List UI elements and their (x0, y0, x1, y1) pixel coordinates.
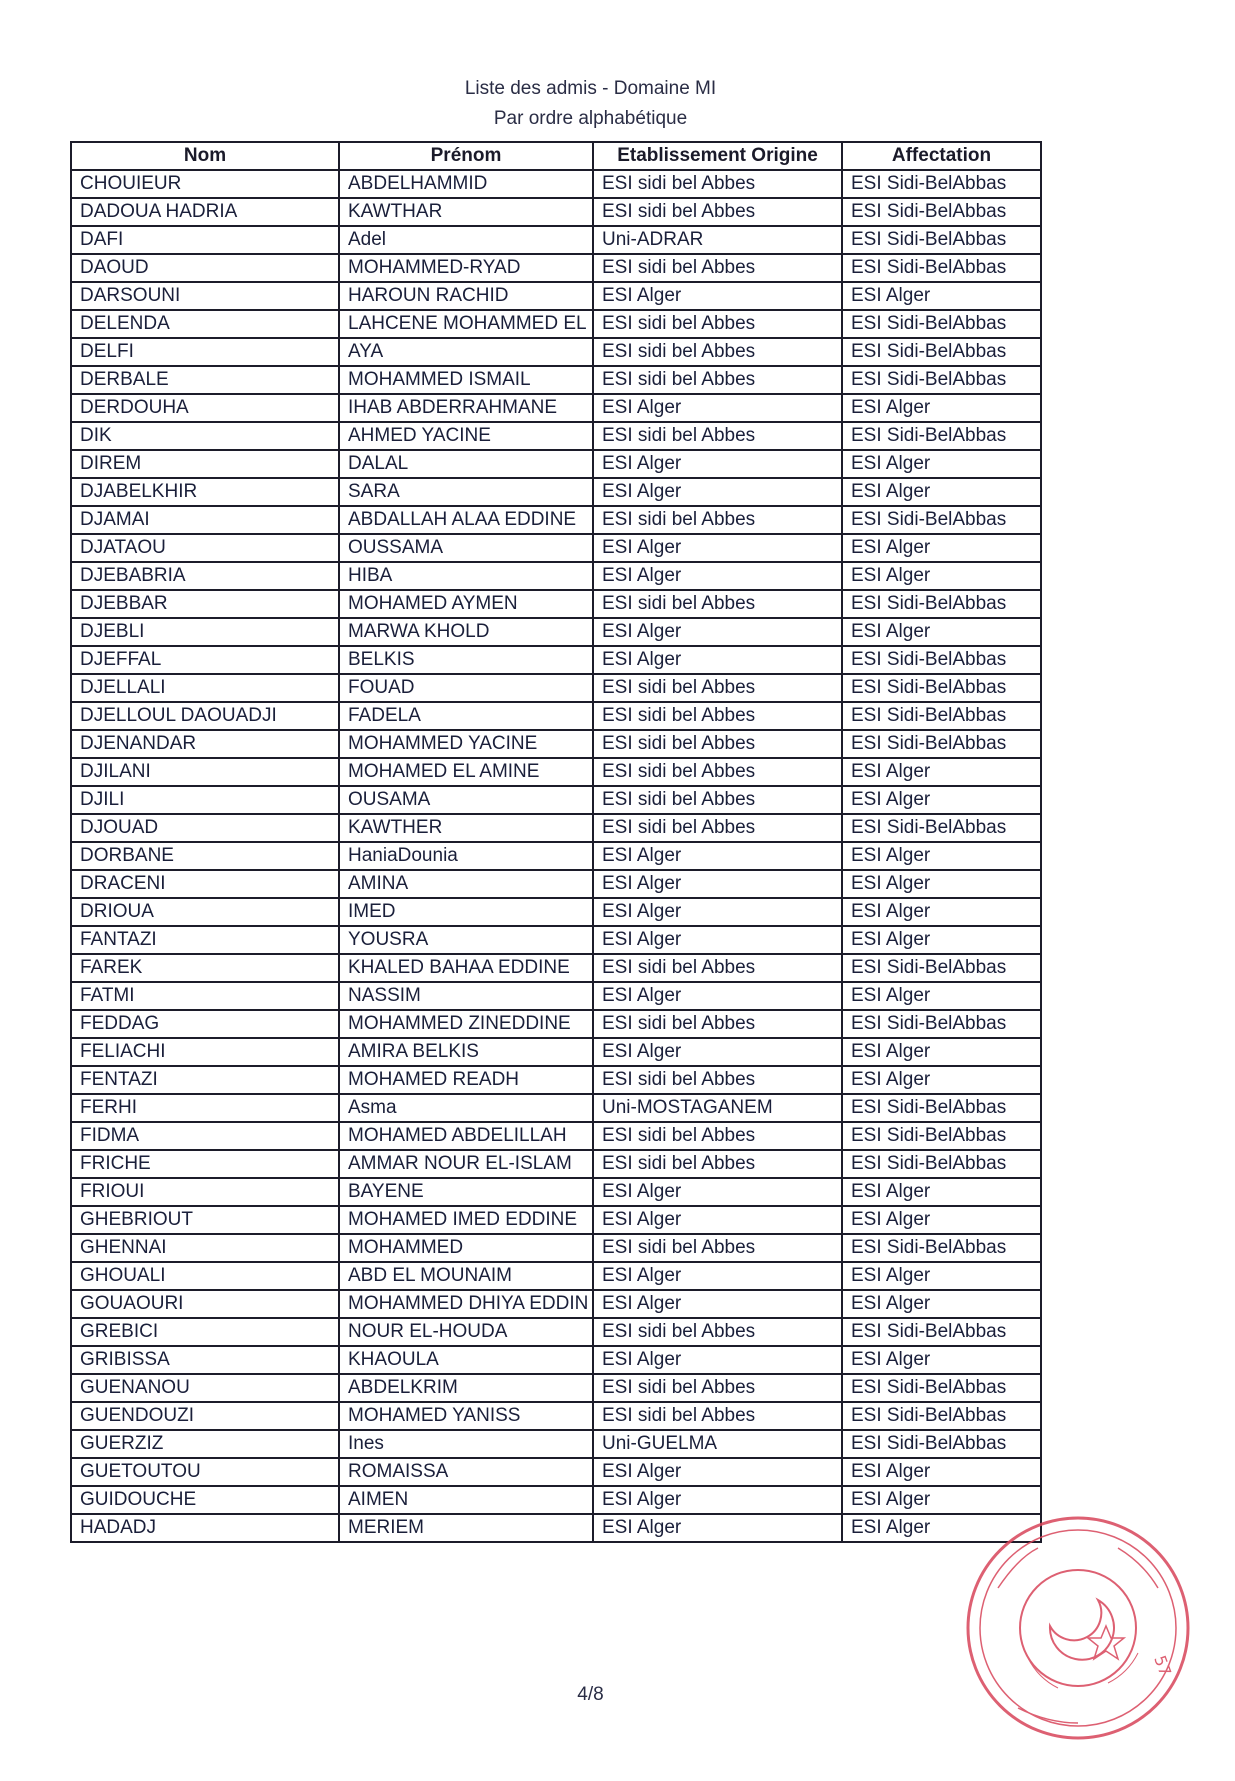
table-row (71, 1122, 1041, 1150)
cell-nom: DIK (71, 422, 339, 450)
cell-etablissement: ESI sidi bel Abbes (593, 198, 842, 226)
table-row (71, 646, 1041, 674)
cell-prenom: OUSSAMA (339, 534, 593, 562)
cell-etablissement: ESI Alger (593, 1346, 842, 1374)
cell-prenom: KAWTHAR (339, 198, 593, 226)
cell-etablissement: ESI sidi bel Abbes (593, 702, 842, 730)
cell-etablissement: ESI Alger (593, 450, 842, 478)
cell-nom: HADADJ (71, 1514, 339, 1542)
page-number: 4/8 (577, 1684, 604, 1705)
table-header-row (71, 142, 1041, 170)
cell-nom: FANTAZI (71, 926, 339, 954)
cell-etablissement: ESI Alger (593, 394, 842, 422)
cell-etablissement: ESI sidi bel Abbes (593, 786, 842, 814)
cell-etablissement: ESI sidi bel Abbes (593, 1010, 842, 1038)
cell-prenom: ABD EL MOUNAIM (339, 1262, 593, 1290)
table-row (71, 226, 1041, 254)
cell-prenom: MOHAMMED ZINEDDINE (339, 1010, 593, 1038)
cell-etablissement: Uni-ADRAR (593, 226, 842, 254)
cell-nom: DJEBABRIA (71, 562, 339, 590)
table-row (71, 1290, 1041, 1318)
cell-etablissement: ESI sidi bel Abbes (593, 590, 842, 618)
cell-etablissement: ESI Alger (593, 646, 842, 674)
cell-affectation: ESI Sidi-BelAbbas (842, 814, 1041, 842)
table-row (71, 394, 1041, 422)
cell-prenom: Adel (339, 226, 593, 254)
cell-prenom: MOHAMMED ISMAIL (339, 366, 593, 394)
cell-prenom: MOHAMMED-RYAD (339, 254, 593, 282)
cell-etablissement: ESI Alger (593, 870, 842, 898)
table-row (71, 1206, 1041, 1234)
cell-etablissement: ESI Alger (593, 926, 842, 954)
cell-affectation: ESI Alger (842, 786, 1041, 814)
cell-nom: DRIOUA (71, 898, 339, 926)
cell-etablissement: Uni-GUELMA (593, 1430, 842, 1458)
cell-etablissement: ESI Alger (593, 534, 842, 562)
cell-nom: FRIOUI (71, 1178, 339, 1206)
cell-affectation: ESI Sidi-BelAbbas (842, 702, 1041, 730)
cell-etablissement: ESI Alger (593, 982, 842, 1010)
column-header-prenom: Prénom (339, 142, 593, 170)
cell-nom: FERHI (71, 1094, 339, 1122)
cell-affectation: ESI Sidi-BelAbbas (842, 254, 1041, 282)
cell-prenom: LAHCENE MOHAMMED EL (339, 310, 593, 338)
cell-nom: DJILI (71, 786, 339, 814)
cell-affectation: ESI Sidi-BelAbbas (842, 1150, 1041, 1178)
cell-prenom: MOHAMMED DHIYA EDDIN (339, 1290, 593, 1318)
cell-affectation: ESI Sidi-BelAbbas (842, 1122, 1041, 1150)
cell-affectation: ESI Sidi-BelAbbas (842, 198, 1041, 226)
cell-prenom: BAYENE (339, 1178, 593, 1206)
cell-prenom: FOUAD (339, 674, 593, 702)
cell-nom: DORBANE (71, 842, 339, 870)
cell-prenom: AMIRA BELKIS (339, 1038, 593, 1066)
cell-nom: FAREK (71, 954, 339, 982)
cell-etablissement: ESI sidi bel Abbes (593, 1402, 842, 1430)
cell-affectation: ESI Sidi-BelAbbas (842, 1010, 1041, 1038)
cell-etablissement: ESI sidi bel Abbes (593, 1318, 842, 1346)
cell-affectation: ESI Alger (842, 282, 1041, 310)
table-row (71, 198, 1041, 226)
cell-prenom: HAROUN RACHID (339, 282, 593, 310)
cell-prenom: AMMAR NOUR EL-ISLAM (339, 1150, 593, 1178)
cell-prenom: MOHAMMED YACINE (339, 730, 593, 758)
cell-nom: DJABELKHIR (71, 478, 339, 506)
cell-nom: GUERZIZ (71, 1430, 339, 1458)
table-row (71, 478, 1041, 506)
table-row (71, 982, 1041, 1010)
document-title (0, 74, 1181, 134)
cell-etablissement: ESI sidi bel Abbes (593, 814, 842, 842)
cell-etablissement: ESI sidi bel Abbes (593, 1374, 842, 1402)
cell-nom: GOUAOURI (71, 1290, 339, 1318)
cell-prenom: YOUSRA (339, 926, 593, 954)
cell-prenom: MOHAMED READH (339, 1066, 593, 1094)
cell-prenom: MOHAMED YANISS (339, 1402, 593, 1430)
table-row (71, 898, 1041, 926)
cell-affectation: ESI Sidi-BelAbbas (842, 338, 1041, 366)
table-row (71, 1178, 1041, 1206)
cell-nom: CHOUIEUR (71, 170, 339, 198)
cell-prenom: IHAB ABDERRAHMANE (339, 394, 593, 422)
cell-nom: GREBICI (71, 1318, 339, 1346)
cell-prenom: MARWA KHOLD (339, 618, 593, 646)
cell-nom: DJATAOU (71, 534, 339, 562)
cell-nom: DJEBLI (71, 618, 339, 646)
cell-etablissement: ESI sidi bel Abbes (593, 422, 842, 450)
cell-affectation: ESI Sidi-BelAbbas (842, 422, 1041, 450)
cell-nom: GUENDOUZI (71, 1402, 339, 1430)
cell-etablissement: ESI Alger (593, 562, 842, 590)
cell-etablissement: ESI sidi bel Abbes (593, 1234, 842, 1262)
cell-etablissement: ESI sidi bel Abbes (593, 954, 842, 982)
cell-prenom: ROMAISSA (339, 1458, 593, 1486)
cell-prenom: MOHAMED IMED EDDINE (339, 1206, 593, 1234)
cell-nom: DJAMAI (71, 506, 339, 534)
cell-affectation: ESI Sidi-BelAbbas (842, 506, 1041, 534)
table-row (71, 786, 1041, 814)
cell-prenom: Ines (339, 1430, 593, 1458)
table-row (71, 618, 1041, 646)
table-row (71, 590, 1041, 618)
table-row (71, 1066, 1041, 1094)
cell-etablissement: ESI sidi bel Abbes (593, 758, 842, 786)
cell-prenom: AMINA (339, 870, 593, 898)
cell-nom: GUENANOU (71, 1374, 339, 1402)
cell-etablissement: Uni-MOSTAGANEM (593, 1094, 842, 1122)
title-line-1: Liste des admis - Domaine MI (464, 78, 717, 99)
cell-affectation: ESI Alger (842, 898, 1041, 926)
cell-etablissement: ESI Alger (593, 1038, 842, 1066)
cell-affectation: ESI Alger (842, 1458, 1041, 1486)
table-row (71, 1094, 1041, 1122)
table-row (71, 1234, 1041, 1262)
cell-etablissement: ESI sidi bel Abbes (593, 730, 842, 758)
cell-affectation: ESI Sidi-BelAbbas (842, 1234, 1041, 1262)
table-row (71, 366, 1041, 394)
cell-affectation: ESI Alger (842, 926, 1041, 954)
cell-etablissement: ESI Alger (593, 1178, 842, 1206)
table-row (71, 926, 1041, 954)
table-row (71, 730, 1041, 758)
seal-number: 57 (1150, 1652, 1176, 1679)
table-row (71, 1402, 1041, 1430)
cell-nom: DJENANDAR (71, 730, 339, 758)
cell-prenom: MERIEM (339, 1514, 593, 1542)
cell-prenom: KHAOULA (339, 1346, 593, 1374)
cell-etablissement: ESI sidi bel Abbes (593, 366, 842, 394)
cell-affectation: ESI Alger (842, 1178, 1041, 1206)
column-header-affectation: Affectation (842, 142, 1041, 170)
table-row (71, 1262, 1041, 1290)
cell-prenom: Asma (339, 1094, 593, 1122)
cell-affectation: ESI Sidi-BelAbbas (842, 1318, 1041, 1346)
cell-prenom: MOHAMED EL AMINE (339, 758, 593, 786)
cell-affectation: ESI Alger (842, 1038, 1041, 1066)
cell-affectation: ESI Sidi-BelAbbas (842, 310, 1041, 338)
cell-nom: DJELLOUL DAOUADJI (71, 702, 339, 730)
cell-etablissement: ESI Alger (593, 1486, 842, 1514)
cell-affectation: ESI Alger (842, 618, 1041, 646)
cell-prenom: MOHAMED ABDELILLAH (339, 1122, 593, 1150)
cell-affectation: ESI Alger (842, 1206, 1041, 1234)
cell-nom: DADOUA HADRIA (71, 198, 339, 226)
table-body (71, 170, 1041, 1542)
cell-affectation: ESI Alger (842, 870, 1041, 898)
cell-prenom: MOHAMMED (339, 1234, 593, 1262)
table-row (71, 1346, 1041, 1374)
cell-prenom: AIMEN (339, 1486, 593, 1514)
cell-etablissement: ESI Alger (593, 1262, 842, 1290)
cell-affectation: ESI Sidi-BelAbbas (842, 366, 1041, 394)
cell-nom: DARSOUNI (71, 282, 339, 310)
cell-etablissement: ESI sidi bel Abbes (593, 310, 842, 338)
cell-nom: FELIACHI (71, 1038, 339, 1066)
cell-etablissement: ESI sidi bel Abbes (593, 1122, 842, 1150)
cell-etablissement: ESI sidi bel Abbes (593, 254, 842, 282)
table-row (71, 1486, 1041, 1514)
cell-prenom: OUSAMA (339, 786, 593, 814)
table-row (71, 842, 1041, 870)
cell-nom: FENTAZI (71, 1066, 339, 1094)
cell-nom: DAFI (71, 226, 339, 254)
cell-affectation: ESI Alger (842, 478, 1041, 506)
cell-affectation: ESI Sidi-BelAbbas (842, 646, 1041, 674)
table-row (71, 1318, 1041, 1346)
cell-nom: FEDDAG (71, 1010, 339, 1038)
table-row (71, 1458, 1041, 1486)
cell-prenom: IMED (339, 898, 593, 926)
column-header-nom: Nom (71, 142, 339, 170)
table-row (71, 870, 1041, 898)
table-row (71, 814, 1041, 842)
table-row (71, 1038, 1041, 1066)
table-row (71, 758, 1041, 786)
cell-etablissement: ESI sidi bel Abbes (593, 1066, 842, 1094)
table-row (71, 1150, 1041, 1178)
cell-nom: DELENDA (71, 310, 339, 338)
cell-etablissement: ESI Alger (593, 842, 842, 870)
cell-etablissement: ESI sidi bel Abbes (593, 1150, 842, 1178)
cell-prenom: AHMED YACINE (339, 422, 593, 450)
cell-affectation: ESI Alger (842, 450, 1041, 478)
cell-etablissement: ESI sidi bel Abbes (593, 674, 842, 702)
cell-affectation: ESI Alger (842, 562, 1041, 590)
cell-nom: DJOUAD (71, 814, 339, 842)
cell-affectation: ESI Alger (842, 1262, 1041, 1290)
cell-affectation: ESI Sidi-BelAbbas (842, 170, 1041, 198)
cell-nom: DRACENI (71, 870, 339, 898)
cell-nom: DJILANI (71, 758, 339, 786)
table-row (71, 1430, 1041, 1458)
table-row (71, 310, 1041, 338)
cell-affectation: ESI Sidi-BelAbbas (842, 590, 1041, 618)
table-row (71, 282, 1041, 310)
cell-nom: DJEFFAL (71, 646, 339, 674)
cell-prenom: ABDELHAMMID (339, 170, 593, 198)
table-row (71, 450, 1041, 478)
cell-prenom: HaniaDounia (339, 842, 593, 870)
cell-prenom: NASSIM (339, 982, 593, 1010)
cell-prenom: BELKIS (339, 646, 593, 674)
cell-affectation: ESI Sidi-BelAbbas (842, 226, 1041, 254)
table-row (71, 954, 1041, 982)
table-row (71, 1374, 1041, 1402)
table-row (71, 702, 1041, 730)
cell-nom: GUIDOUCHE (71, 1486, 339, 1514)
cell-prenom: KAWTHER (339, 814, 593, 842)
cell-nom: GUETOUTOU (71, 1458, 339, 1486)
cell-affectation: ESI Alger (842, 394, 1041, 422)
cell-etablissement: ESI sidi bel Abbes (593, 506, 842, 534)
cell-affectation: ESI Alger (842, 1346, 1041, 1374)
cell-affectation: ESI Sidi-BelAbbas (842, 1094, 1041, 1122)
cell-etablissement: ESI Alger (593, 1514, 842, 1542)
cell-etablissement: ESI Alger (593, 1290, 842, 1318)
table-row (71, 254, 1041, 282)
official-seal-icon (958, 1508, 1198, 1748)
cell-nom: DIREM (71, 450, 339, 478)
cell-prenom: ABDALLAH ALAA EDDINE (339, 506, 593, 534)
cell-affectation: ESI Alger (842, 842, 1041, 870)
table-row (71, 338, 1041, 366)
table-row (71, 506, 1041, 534)
column-header-etablissement: Etablissement Origine (593, 142, 842, 170)
table-row (71, 562, 1041, 590)
cell-nom: FATMI (71, 982, 339, 1010)
cell-nom: DJEBBAR (71, 590, 339, 618)
cell-etablissement: ESI Alger (593, 618, 842, 646)
cell-nom: GRIBISSA (71, 1346, 339, 1374)
cell-prenom: NOUR EL-HOUDA (339, 1318, 593, 1346)
cell-prenom: KHALED BAHAA EDDINE (339, 954, 593, 982)
title-line-2: Par ordre alphabétique (493, 108, 688, 129)
cell-prenom: MOHAMED AYMEN (339, 590, 593, 618)
cell-affectation: ESI Alger (842, 1514, 1041, 1542)
cell-prenom: ABDELKRIM (339, 1374, 593, 1402)
cell-etablissement: ESI Alger (593, 282, 842, 310)
cell-nom: GHEBRIOUT (71, 1206, 339, 1234)
table-row (71, 534, 1041, 562)
cell-prenom: FADELA (339, 702, 593, 730)
table-row (71, 1514, 1041, 1542)
cell-affectation: ESI Sidi-BelAbbas (842, 1430, 1041, 1458)
cell-nom: FIDMA (71, 1122, 339, 1150)
cell-affectation: ESI Alger (842, 534, 1041, 562)
cell-nom: DAOUD (71, 254, 339, 282)
cell-affectation: ESI Sidi-BelAbbas (842, 1402, 1041, 1430)
cell-affectation: ESI Sidi-BelAbbas (842, 954, 1041, 982)
cell-affectation: ESI Alger (842, 982, 1041, 1010)
cell-affectation: ESI Alger (842, 1290, 1041, 1318)
cell-prenom: DALAL (339, 450, 593, 478)
cell-prenom: AYA (339, 338, 593, 366)
cell-etablissement: ESI Alger (593, 898, 842, 926)
cell-affectation: ESI Alger (842, 758, 1041, 786)
cell-prenom: SARA (339, 478, 593, 506)
table-row (71, 170, 1041, 198)
cell-nom: DERDOUHA (71, 394, 339, 422)
cell-etablissement: ESI Alger (593, 1206, 842, 1234)
cell-nom: DJELLALI (71, 674, 339, 702)
cell-nom: DELFI (71, 338, 339, 366)
cell-prenom: HIBA (339, 562, 593, 590)
cell-etablissement: ESI sidi bel Abbes (593, 170, 842, 198)
cell-affectation: ESI Alger (842, 1486, 1041, 1514)
cell-nom: GHOUALI (71, 1262, 339, 1290)
table-row (71, 674, 1041, 702)
cell-etablissement: ESI Alger (593, 478, 842, 506)
cell-affectation: ESI Alger (842, 1066, 1041, 1094)
cell-affectation: ESI Sidi-BelAbbas (842, 674, 1041, 702)
cell-nom: DERBALE (71, 366, 339, 394)
cell-etablissement: ESI Alger (593, 1458, 842, 1486)
cell-affectation: ESI Sidi-BelAbbas (842, 1374, 1041, 1402)
table-row (71, 1010, 1041, 1038)
cell-nom: GHENNAI (71, 1234, 339, 1262)
admis-table (70, 141, 1042, 1543)
cell-nom: FRICHE (71, 1150, 339, 1178)
table-row (71, 422, 1041, 450)
cell-etablissement: ESI sidi bel Abbes (593, 338, 842, 366)
cell-affectation: ESI Sidi-BelAbbas (842, 730, 1041, 758)
